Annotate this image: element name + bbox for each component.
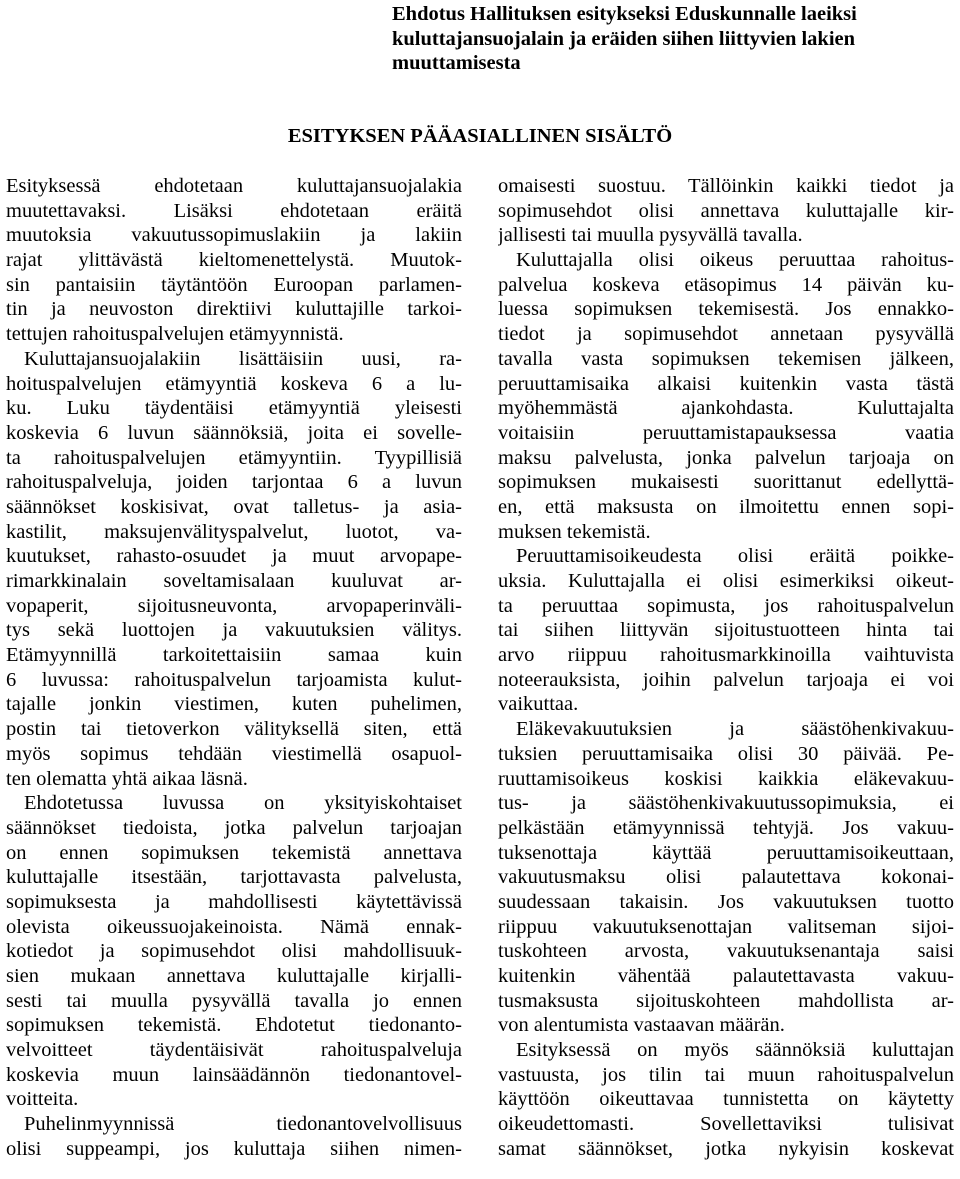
text-line: Kuluttajalla olisi oikeus peruuttaa rahoitus- <box>516 249 954 272</box>
text-line: ruuttamisoikeus koskisi kaikkia eläkevakuu- <box>498 767 954 790</box>
text-line: vakuutusmaksu olisi palautettava kokonai- <box>498 866 954 889</box>
text-line: kuutukset, rahasto-osuudet ja muut arvopape- <box>6 545 462 568</box>
text-line: rajat ylittävästä kieltomenettelystä. Muutok- <box>6 249 462 272</box>
text-line: kastilit, maksujenvälityspalvelut, luotot, va- <box>6 520 462 543</box>
text-line: säännökset tiedoista, jotka palvelun tarjoajan <box>6 816 462 839</box>
text-line: jallisesti tai muulla pysyvällä tavalla. <box>498 224 803 247</box>
text-line: samat säännökset, jotka nykyisin koskevat <box>498 1137 954 1160</box>
text-line: voitaisiin peruuttamistapauksessa vaatia <box>498 421 954 444</box>
text-line: kuitenkin vähentää palautettavasta vakuu- <box>498 965 954 987</box>
document-title <box>392 2 954 76</box>
text-line: von alentumista vastaavan määrän. <box>498 1014 785 1037</box>
text-line: Esityksessä on myös säännöksiä kuluttajan <box>516 1039 954 1062</box>
text-line: kotiedot ja sopimusehdot olisi mahdollisuuk- <box>6 940 462 963</box>
text-line: olisi suppeampi, jos kuluttaja siihen nimen- <box>6 1137 462 1160</box>
text-line: noteerauksista, joihin palvelun tarjoaja ei voi <box>498 668 954 691</box>
title-line: kuluttajansuojalain ja eräiden siihen liittyvien lakien <box>392 27 856 50</box>
text-line: myöhemmästä ajankohdasta. Kuluttajalta <box>498 397 954 420</box>
left-text-column <box>6 174 462 1179</box>
text-line: sopimusehdot olisi annettava kuluttajalle kir- <box>498 199 954 222</box>
text-line: ta peruuttaa sopimusta, jos rahoituspalvelun <box>498 594 954 617</box>
text-line: rahoituspalveluja, joiden tarjontaa 6 a luvun <box>6 471 462 494</box>
title-line: Ehdotus Hallituksen esitykseksi Eduskunnalle laeiksi <box>392 3 857 25</box>
text-line: Peruuttamisoikeudesta olisi eräitä poikke- <box>516 545 954 568</box>
text-line: tys sekä luottojen ja vakuutuksien välitys. <box>6 619 462 642</box>
text-line: suudessaan takaisin. Jos vakuutuksen tuotto <box>498 890 954 913</box>
text-line: sopimuksen tekemistä. Ehdotetut tiedonanto- <box>6 1014 462 1037</box>
text-line: uksia. Kuluttajalla ei olisi esimerkiksi oikeut- <box>498 570 954 592</box>
text-line: riippuu vakuutuksenottajan valitseman sijoi- <box>498 915 954 938</box>
text-line: hoituspalvelujen etämyyntiä koskeva 6 a lu- <box>6 372 462 395</box>
text-line: tai siihen liittyvän sijoitustuotteen hinta tai <box>498 619 954 642</box>
text-line: ten olematta yhtä aikaa läsnä. <box>6 767 248 790</box>
text-line: palvelua koskeva etäsopimus 14 päivän ku- <box>498 273 954 296</box>
text-line: kuluttajalle itsestään, tarjottavasta palvelusta, <box>6 866 462 889</box>
text-line: pelkästään etämyynnissä tehtyjä. Jos vakuu- <box>498 816 954 839</box>
text-line: käyttöön oikeuttavaa tunnistetta on käytetty <box>498 1088 954 1111</box>
text-line: säännökset koskisivat, ovat talletus- ja asia- <box>6 495 462 518</box>
text-line: peruuttamisaika alkaisi kuitenkin vasta tästä <box>498 372 954 395</box>
text-line: ta rahoituspalvelujen etämyyntiin. Tyypillisiä <box>6 446 462 469</box>
text-line: en, että maksusta on ilmoitettu ennen sopi- <box>498 495 954 518</box>
section-heading: ESITYKSEN PÄÄASIALLINEN SISÄLTÖ <box>287 125 673 147</box>
text-line: koskevia muun lainsäädännön tiedonantovel- <box>6 1063 462 1086</box>
right-text-column <box>498 174 954 1179</box>
text-line: omaisesti suostuu. Tällöinkin kaikki tiedot ja <box>498 175 954 197</box>
text-line: 6 luvussa: rahoituspalvelun tarjoamista kulut- <box>6 668 462 691</box>
text-line: tin ja neuvoston direktiivi kuluttajille tarkoi- <box>6 298 462 321</box>
text-line: muutettavaksi. Lisäksi ehdotetaan eräitä <box>6 199 462 222</box>
text-line: sopimuksesta ja mahdollisesti käytettävissä <box>6 890 462 913</box>
text-line: oikeudettomasti. Sovellettaviksi tulisivat <box>498 1113 954 1136</box>
text-line: sopimuksen mukaisesti suorittanut edellyttä- <box>498 471 954 494</box>
text-line: sien mukaan annettava kuluttajalle kirjalli- <box>6 965 462 987</box>
text-line: Ehdotetussa luvussa on yksityiskohtaiset <box>24 792 462 815</box>
text-line: muksen tekemistä. <box>498 520 651 543</box>
text-line: Kuluttajansuojalakiin lisättäisiin uusi, ra- <box>24 347 462 370</box>
text-line: tavalla vasta sopimuksen tekemisen jälkeen, <box>498 347 954 370</box>
text-line: tusmaksusta sijoituskohteen mahdollista ar- <box>498 989 954 1012</box>
text-line: koskevia 6 luvun säännöksiä, joita ei sovelle- <box>6 421 462 444</box>
text-line: tuksien peruuttamisaika olisi 30 päivää. Pe- <box>498 742 954 765</box>
text-line: postin tai tietoverkon välityksellä siten, että <box>6 718 462 741</box>
text-line: luessa sopimuksen tekemisestä. Jos ennakko- <box>498 298 954 321</box>
text-line: sin pantaisiin täytäntöön Euroopan parlamen- <box>6 273 462 296</box>
text-line: voitteita. <box>6 1088 79 1111</box>
text-line: maksu palvelusta, jonka palvelun tarjoaja on <box>498 446 954 469</box>
text-line: on ennen sopimuksen tekemistä annettava <box>6 841 462 864</box>
text-line: vopaperit, sijoitusneuvonta, arvopaperinväli- <box>6 594 462 617</box>
text-line: tettujen rahoituspalvelujen etämyynnistä. <box>6 323 344 346</box>
text-line: myös sopimus tehdään viestimellä osapuol- <box>6 742 462 765</box>
text-line: tajalle jonkin viestimen, kuten puhelimen, <box>6 693 462 716</box>
text-line: rimarkkinalain soveltamisalaan kuuluvat ar- <box>6 570 462 592</box>
text-line: tuksenottaja käyttää peruuttamisoikeuttaan, <box>498 841 954 864</box>
text-line: ku. Luku täydentäisi etämyyntiä yleisesti <box>6 397 462 420</box>
text-line: sesti tai muulla pysyvällä tavalla jo ennen <box>6 989 462 1012</box>
text-line: Esityksessä ehdotetaan kuluttajansuojalakia <box>6 175 462 197</box>
text-line: vastuusta, jos tilin tai muun rahoituspalvelun <box>498 1063 954 1086</box>
title-line: muuttamisesta <box>392 52 521 74</box>
text-line: Eläkevakuutuksien ja säästöhenkivakuu- <box>516 718 954 741</box>
text-line: Puhelinmyynnissä tiedonantovelvollisuus <box>24 1113 462 1136</box>
text-line: vaikuttaa. <box>498 693 579 716</box>
text-line: velvoitteet täydentäisivät rahoituspalveluja <box>6 1039 462 1062</box>
text-line: muutoksia vakuutussopimuslakiin ja lakiin <box>6 224 462 247</box>
text-line: tus- ja säästöhenkivakuutussopimuksia, ei <box>498 792 954 815</box>
text-line: Etämyynnillä tarkoitettaisiin samaa kuin <box>6 644 462 667</box>
text-line: olevista oikeussuojakeinoista. Nämä ennak- <box>6 915 462 938</box>
text-line: arvo riippuu rahoitusmarkkinoilla vaihtuvista <box>498 644 954 667</box>
text-line: tuskohteen arvosta, vakuutuksenantaja saisi <box>498 940 954 963</box>
text-line: tiedot ja sopimusehdot annetaan pysyvällä <box>498 323 954 346</box>
